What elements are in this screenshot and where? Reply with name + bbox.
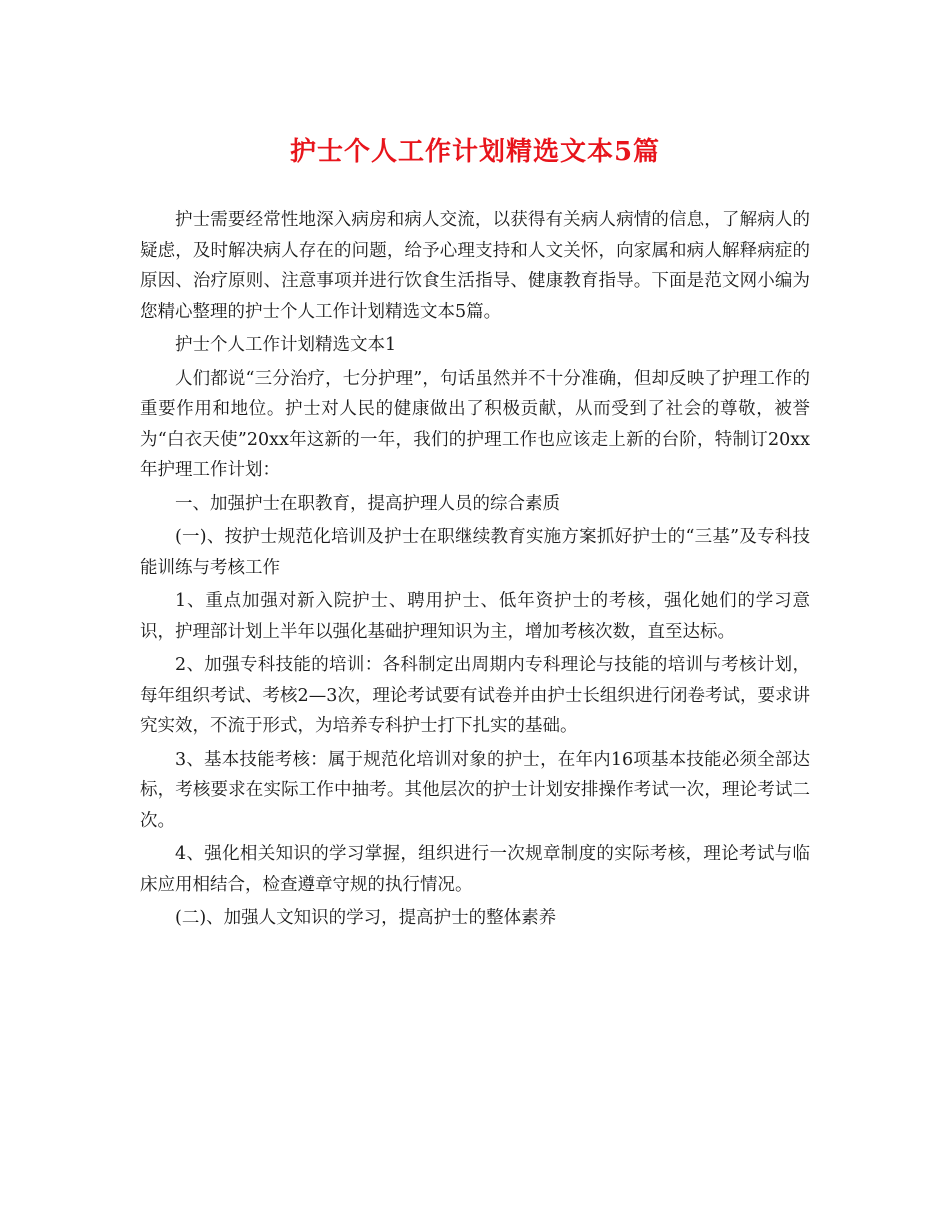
paragraph-text: 人们都说“三分治疗，七分护理”，句话虽然并不十分准确，但却反映了护理工作的重要作用和地位。护士对人民的健康做出了积极贡献，从而受到了社会的尊敬，被誉为“白衣天使”20xx年这新的一年，我们的护理工作也应该走上新的台阶，特制订20xx年护理工作计划： xyxy=(140,368,810,480)
paragraph-subheading-2: (二)、加强人文知识的学习，提高护士的整体素养 xyxy=(175,908,557,928)
paragraph-subheading-1: (一)、按护士规范化培训及护士在职继续教育实施方案抓好护士的“三基”及专科技能训练与考核工作 xyxy=(140,527,810,578)
paragraph-heading-1: 一、加强护士在职教育，提高护理人员的综合素质 xyxy=(175,493,560,514)
document-body xyxy=(140,205,810,937)
paragraph-item-4: 4、强化相关知识的学习掌握，组织进行一次规章制度的实际考核，理论考试与临床应用相结合，检查遵章守规的执行情况。 xyxy=(140,844,810,895)
paragraph-section-heading: 护士个人工作计划精选文本1 xyxy=(175,335,397,355)
paragraph-item-2: 2、加强专科技能的培训：各科制定出周期内专科理论与技能的培训与考核计划，每年组织考试、考核2—3次，理论考试要有试卷并由护士长组织进行闭卷考试，要求讲究实效，不流于形式，为培养专科护士打下扎实的基础。 xyxy=(140,655,810,736)
paragraph-item-1: 1、重点加强对新入院护士、聘用护士、低年资护士的考核，强化她们的学习意识，护理部计划上半年以强化基础护理知识为主，增加考核次数，直至达标。 xyxy=(140,591,810,642)
paragraph-intro: 护士需要经常性地深入病房和病人交流，以获得有关病人病情的信息，了解病人的疑虑，及时解决病人存在的问题，给予心理支持和人文关怀，向家属和病人解释病症的原因、治疗原则、注意事项并进行饮食生活指导、健康教育指导。下面是范文网小编为您精心整理的护士个人工作计划精选文本5篇。 xyxy=(140,210,810,322)
document-title: 护士个人工作计划精选文本5篇 xyxy=(289,137,661,167)
paragraph-item-3: 3、基本技能考核：属于规范化培训对象的护士，在年内16项基本技能必须全部达标，考核要求在实际工作中抽考。其他层次的护士计划安排操作考试一次，理论考试二次。 xyxy=(140,749,810,831)
